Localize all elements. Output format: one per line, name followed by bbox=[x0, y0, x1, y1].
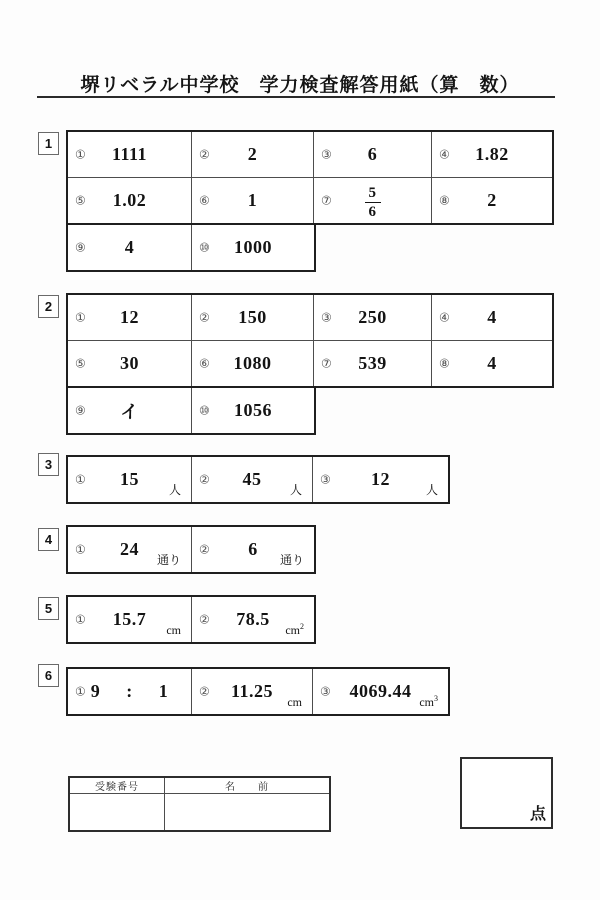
answer-table-2-tail bbox=[66, 388, 316, 435]
fraction-denominator: 6 bbox=[368, 204, 377, 220]
question-number: ③ bbox=[320, 684, 331, 698]
answer-cell bbox=[191, 225, 314, 270]
answer-cell bbox=[191, 527, 314, 572]
question-number: ⑥ bbox=[199, 193, 210, 207]
answer-table-2 bbox=[66, 293, 554, 388]
answer-value: 4 bbox=[487, 353, 497, 373]
question-number: ① bbox=[75, 542, 86, 556]
question-number: ⑤ bbox=[75, 356, 86, 370]
answer-cell bbox=[191, 341, 313, 386]
answer-value: 4 bbox=[487, 307, 497, 327]
answer-value: 11.25 bbox=[230, 681, 273, 701]
section-number: 5 bbox=[44, 601, 53, 616]
name-header: 名 前 bbox=[164, 778, 329, 793]
section-number-box-5 bbox=[38, 597, 59, 620]
answer-value: 12 bbox=[371, 469, 390, 489]
answer-value: 1080 bbox=[233, 353, 272, 373]
question-number: ① bbox=[75, 612, 86, 626]
answer-value: 539 bbox=[358, 353, 387, 373]
answer-table-1-tail bbox=[66, 225, 316, 272]
answer-value: 4 bbox=[124, 237, 135, 257]
answer-cell bbox=[68, 597, 191, 642]
question-number: ⑧ bbox=[439, 356, 450, 370]
ratio-left: 9 bbox=[90, 681, 101, 701]
name-field bbox=[164, 794, 329, 830]
section-number: 2 bbox=[44, 299, 53, 314]
answer-value: 15.7 bbox=[112, 609, 147, 629]
answer-cell bbox=[191, 132, 313, 177]
table-row bbox=[68, 457, 448, 502]
answer-value: 30 bbox=[120, 353, 139, 373]
answer-cell bbox=[313, 295, 431, 340]
answer-unit: 人 bbox=[168, 483, 181, 497]
answer-cell bbox=[313, 341, 431, 386]
answer-cell bbox=[68, 527, 191, 572]
table-row bbox=[68, 388, 314, 433]
section-number-box-2 bbox=[38, 295, 59, 318]
answer-cell bbox=[431, 132, 552, 177]
section-number: 1 bbox=[44, 136, 53, 151]
question-number: ⑨ bbox=[75, 240, 86, 254]
answer-unit: 人 bbox=[289, 483, 302, 497]
table-row bbox=[68, 132, 552, 177]
answer-cell bbox=[312, 669, 448, 714]
answer-value: 78.5 bbox=[236, 609, 270, 629]
table-row bbox=[68, 527, 314, 572]
answer-table-5 bbox=[66, 595, 316, 644]
answer-unit: 人 bbox=[425, 483, 438, 497]
answer-value: 45 bbox=[242, 469, 262, 489]
answer-value: 2 bbox=[247, 144, 258, 164]
answer-value: 1.82 bbox=[475, 144, 509, 164]
answer-value: 15 bbox=[120, 469, 139, 489]
answer-value: 150 bbox=[238, 307, 267, 327]
answer-cell bbox=[191, 388, 314, 433]
exam-number-field bbox=[70, 794, 164, 830]
answer-cell bbox=[191, 669, 312, 714]
section-number-box-3 bbox=[38, 453, 59, 476]
section-number: 3 bbox=[44, 457, 53, 472]
section-number: 6 bbox=[44, 668, 53, 683]
table-row bbox=[68, 225, 314, 270]
answer-value: 6 bbox=[248, 539, 258, 559]
question-number: ② bbox=[199, 472, 210, 486]
answer-value: 2 bbox=[487, 190, 497, 210]
identity-header-row bbox=[70, 778, 329, 794]
answer-value: 6 bbox=[367, 144, 378, 164]
unit-exponent: 3 bbox=[434, 694, 438, 703]
answer-unit: cm bbox=[287, 695, 302, 709]
question-number: ⑨ bbox=[75, 403, 86, 417]
answer-value: 4069.44 bbox=[349, 681, 412, 701]
answer-cell bbox=[68, 341, 191, 386]
answer-unit: $cm^3$ bbox=[419, 694, 438, 709]
question-number: ① bbox=[75, 472, 86, 486]
answer-table-1 bbox=[66, 130, 554, 225]
question-number: ② bbox=[199, 542, 210, 556]
answer-cell bbox=[68, 225, 191, 270]
title-underline bbox=[37, 96, 555, 98]
answer-value: イ bbox=[120, 401, 139, 422]
exam-number-header: 受験番号 bbox=[95, 782, 139, 793]
answer-value: 12 bbox=[120, 307, 139, 327]
answer-cell bbox=[68, 295, 191, 340]
question-number: ⑩ bbox=[199, 240, 210, 254]
answer-cell bbox=[191, 178, 313, 223]
section-number-box-6 bbox=[38, 664, 59, 687]
section-number: 4 bbox=[44, 532, 53, 547]
question-number: ⑦ bbox=[321, 193, 332, 207]
question-number: ④ bbox=[439, 310, 450, 324]
ratio-separator: : bbox=[126, 681, 133, 701]
answer-value: 250 bbox=[358, 307, 387, 327]
answer-value: 1000 bbox=[234, 237, 272, 257]
ratio-right: 1 bbox=[158, 681, 169, 701]
answer-value: 1 bbox=[247, 190, 258, 210]
fraction-numerator: 5 bbox=[365, 185, 381, 204]
identity-body-row bbox=[70, 794, 329, 830]
answer-cell bbox=[68, 178, 191, 223]
answer-value: 1056 bbox=[234, 400, 272, 420]
question-number: ③ bbox=[321, 310, 332, 324]
question-number: ④ bbox=[439, 147, 450, 161]
answer-cell bbox=[313, 178, 431, 223]
answer-cell bbox=[431, 178, 552, 223]
table-row bbox=[68, 295, 552, 340]
question-number: ② bbox=[199, 612, 210, 626]
answer-table-6 bbox=[66, 667, 450, 716]
fraction-value bbox=[365, 185, 381, 221]
answer-cell bbox=[431, 341, 552, 386]
unit-exponent: 2 bbox=[300, 622, 304, 631]
identity-table bbox=[68, 776, 331, 832]
answer-cell bbox=[313, 132, 431, 177]
score-unit-label: 点 bbox=[529, 806, 546, 823]
question-number: ⑧ bbox=[439, 193, 450, 207]
answer-table-3 bbox=[66, 455, 450, 504]
question-number: ② bbox=[199, 684, 210, 698]
answer-cell bbox=[68, 132, 191, 177]
table-row bbox=[68, 669, 448, 714]
answer-table-4 bbox=[66, 525, 316, 574]
answer-cell bbox=[191, 597, 314, 642]
page-title: 堺リベラル中学校 学力検査解答用紙（算 数） bbox=[80, 75, 520, 96]
section-number-box-1 bbox=[38, 132, 59, 155]
score-box bbox=[460, 757, 553, 829]
answer-cell bbox=[431, 295, 552, 340]
answer-value bbox=[365, 181, 381, 221]
answer-unit: cm bbox=[166, 623, 181, 637]
answer-cell bbox=[312, 457, 448, 502]
question-number: ⑩ bbox=[199, 403, 210, 417]
question-number: ② bbox=[199, 147, 210, 161]
question-number: ③ bbox=[321, 147, 332, 161]
answer-cell bbox=[68, 669, 191, 714]
question-number: ① bbox=[75, 684, 86, 698]
answer-unit: 通り bbox=[156, 553, 181, 567]
answer-unit: 通り bbox=[279, 553, 304, 567]
question-number: ⑤ bbox=[75, 193, 86, 207]
table-row bbox=[68, 597, 314, 642]
answer-cell bbox=[68, 388, 191, 433]
table-row bbox=[68, 340, 552, 386]
question-number: ① bbox=[75, 147, 86, 161]
answer-cell bbox=[68, 457, 191, 502]
answer-cell bbox=[191, 295, 313, 340]
question-number: ⑦ bbox=[321, 356, 332, 370]
answer-value: 1.02 bbox=[112, 190, 147, 210]
section-number-box-4 bbox=[38, 528, 59, 551]
answer-value: 1111 bbox=[111, 144, 148, 164]
table-row bbox=[68, 177, 552, 223]
answer-cell bbox=[191, 457, 312, 502]
question-number: ② bbox=[199, 310, 210, 324]
answer-unit: $cm^2$ bbox=[285, 622, 304, 637]
question-number: ③ bbox=[320, 472, 331, 486]
question-number: ⑥ bbox=[199, 356, 210, 370]
question-number: ① bbox=[75, 310, 86, 324]
answer-value bbox=[91, 681, 169, 702]
answer-value: 24 bbox=[120, 539, 139, 559]
